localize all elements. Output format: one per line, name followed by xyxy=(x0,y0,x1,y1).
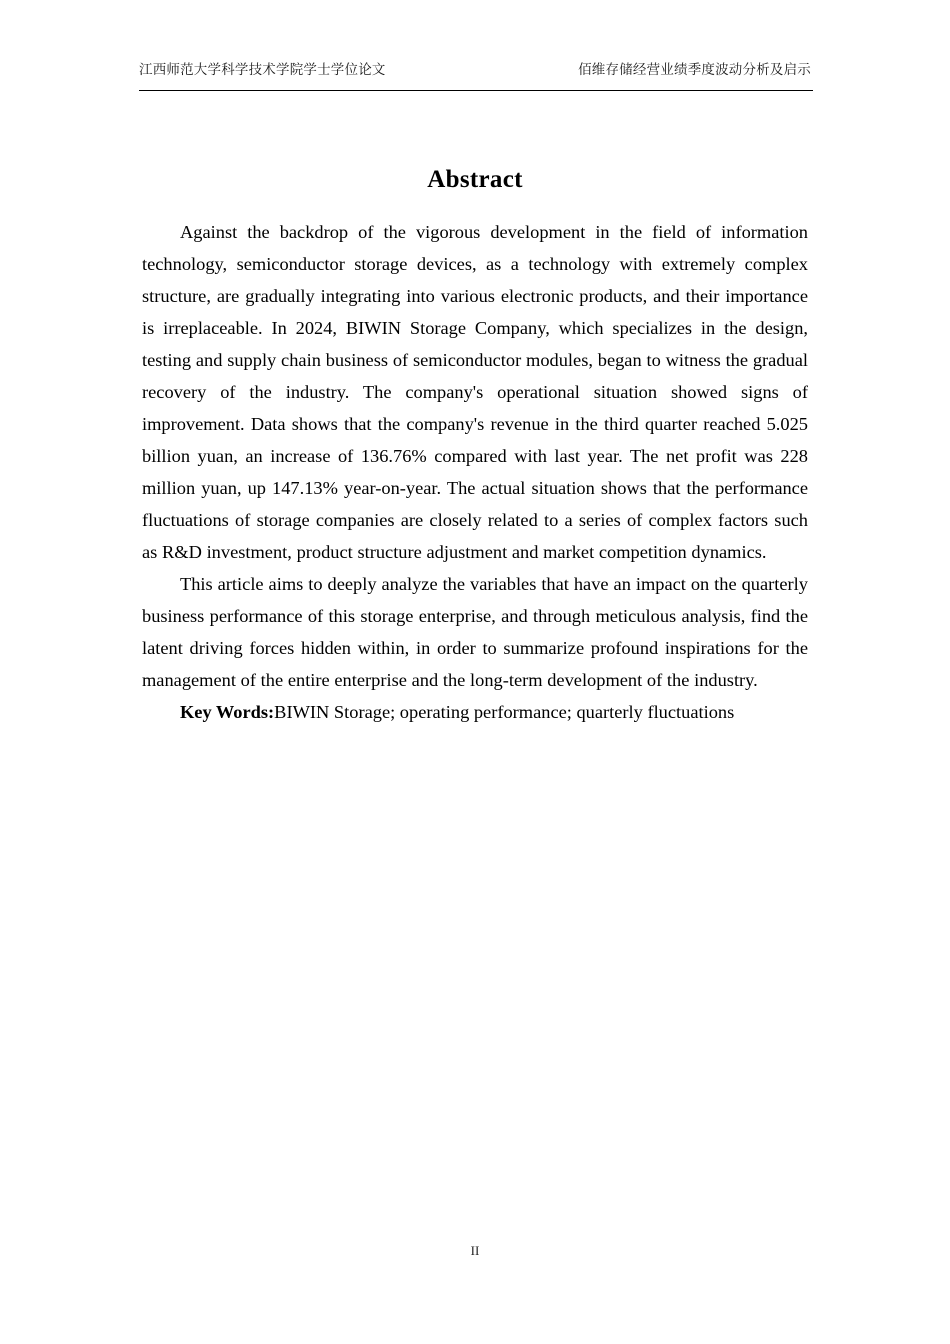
running-header xyxy=(139,60,813,91)
header-right-text: 佰维存储经营业绩季度波动分析及启示 xyxy=(578,62,811,77)
keywords-value: BIWIN Storage; operating performance; quarterly fluctuations xyxy=(274,702,735,722)
keywords-label: Key Words: xyxy=(180,702,275,722)
abstract-paragraph-1: Against the backdrop of the vigorous development in the field of information technology, semiconductor storage devices, as a technology with extremely complex structure, are gradually integrating into various electronic products, and their importance is irreplaceable. In 2024, BIWIN Storage Company, which specializes in the design, testing and supply chain business of semiconductor modules, began to witness the gradual recovery of the industry. The company's operational situation showed signs of improvement. Data shows that the company's revenue in the third quarter reached 5.025 billion yuan, an increase of 136.76% compared with last year. The net profit was 228 million yuan, up 147.13% year-on-year. The actual situation shows that the performance fluctuations of storage companies are closely related to a series of complex factors such as R&D investment, product structure adjustment and market competition dynamics. xyxy=(142,222,808,562)
page-number: II xyxy=(470,1243,480,1258)
header-left-text: 江西师范大学科学技术学院学士学位论文 xyxy=(139,62,386,77)
page-title: Abstract xyxy=(427,165,523,193)
keywords-line xyxy=(142,696,808,728)
abstract-body xyxy=(142,216,808,728)
abstract-paragraph-2: This article aims to deeply analyze the variables that have an impact on the quarterly business performance of this storage enterprise, and through meticulous analysis, find the latent driving forces hidden within, in order to summarize profound inspirations for the management of the entire enterprise and the long-term development of the industry. xyxy=(142,574,808,690)
